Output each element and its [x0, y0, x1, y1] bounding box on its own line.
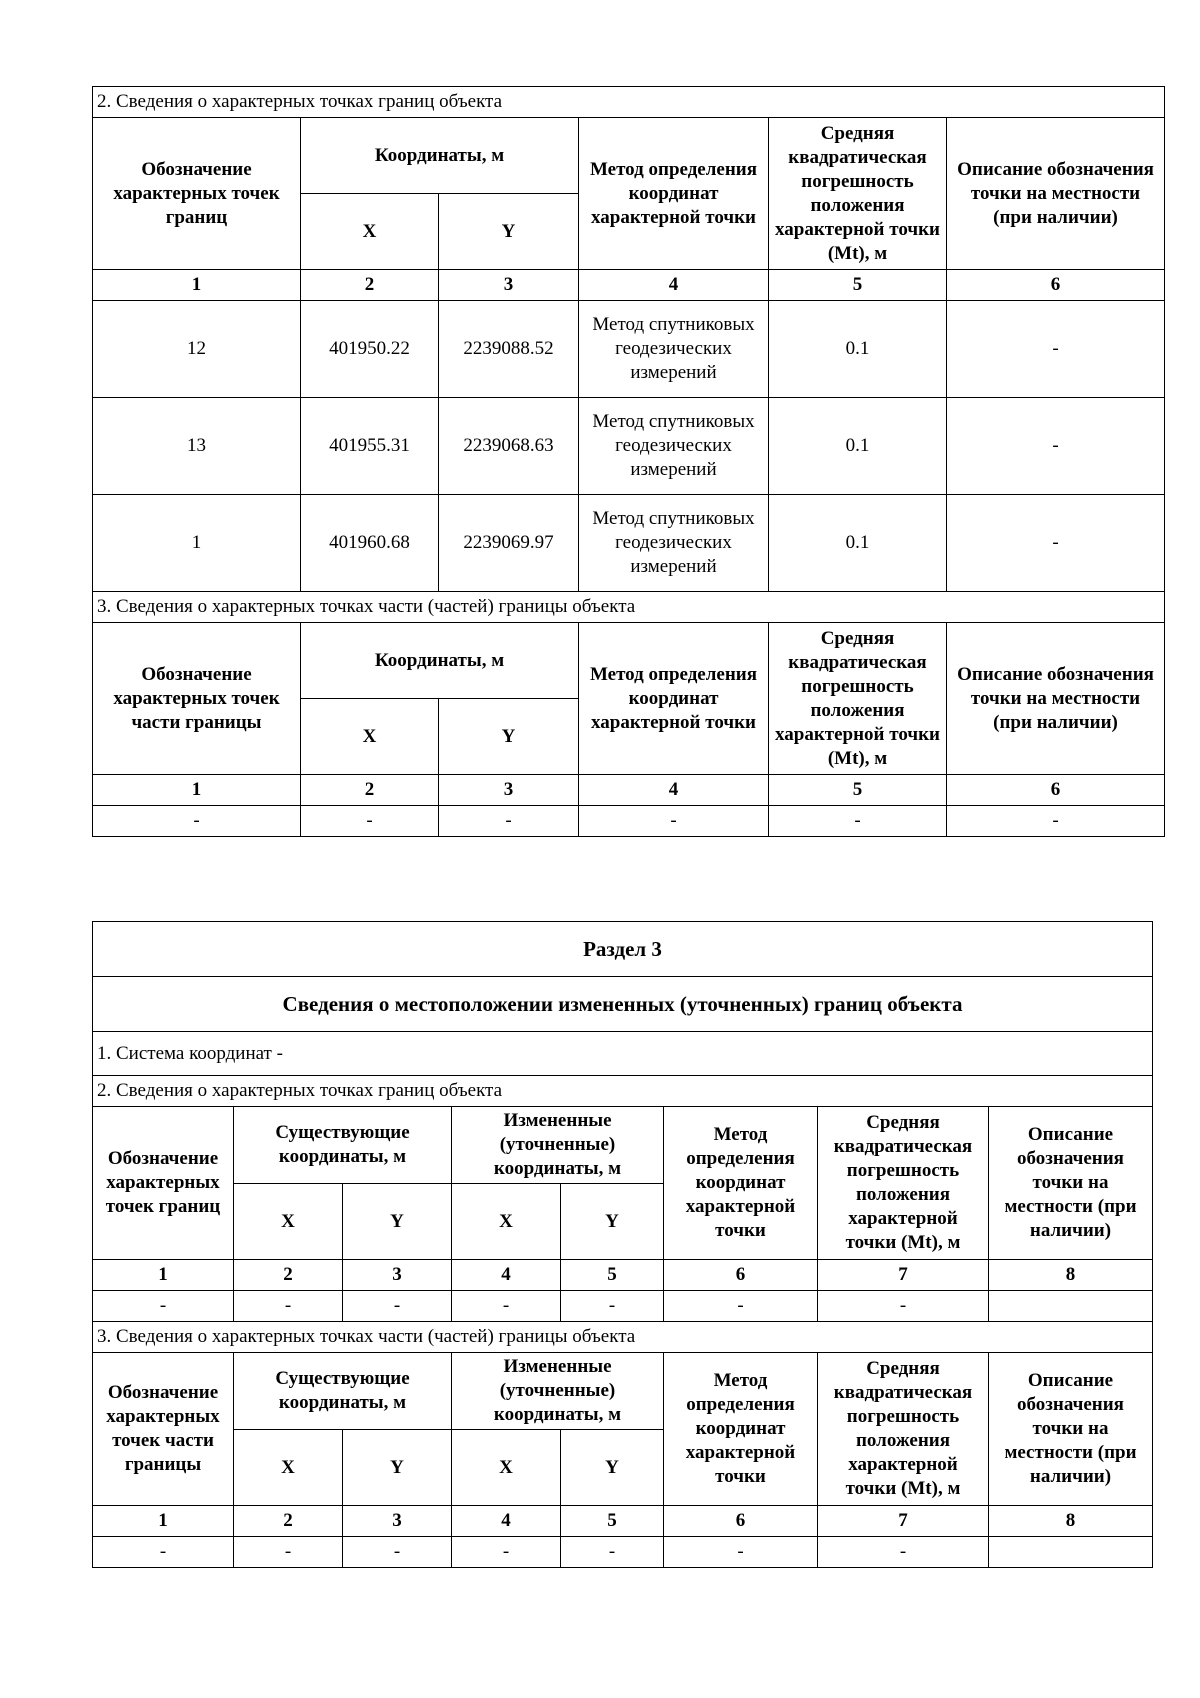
cell: - — [439, 806, 579, 837]
coord-y: 2239069.97 — [439, 495, 579, 592]
method: Метод спутниковых геодезических измерений — [579, 495, 769, 592]
cell: - — [769, 806, 947, 837]
header-accuracy: Средняя квадратическая погрешность положения характерной точки (Mt), м — [769, 623, 947, 775]
point-id: 12 — [93, 301, 301, 398]
table-row — [93, 806, 1165, 837]
header-method: Метод определения координат характерной точки — [579, 118, 769, 270]
column-number: 2 — [301, 775, 439, 806]
column-number: 1 — [93, 1260, 234, 1291]
header-y: Y — [439, 194, 579, 270]
coord-x: 401955.31 — [301, 398, 439, 495]
header-x: X — [234, 1184, 343, 1260]
column-number: 7 — [818, 1260, 989, 1291]
column-number: 3 — [343, 1260, 452, 1291]
table-row — [93, 1291, 1153, 1322]
column-numbers-row — [93, 270, 1165, 301]
column-number: 4 — [452, 1506, 561, 1537]
header-designation: Обозначение характерных точек границ — [93, 1107, 234, 1260]
method: Метод спутниковых геодезических измерений — [579, 398, 769, 495]
cell: - — [343, 1537, 452, 1568]
section-heading-part-points: 3. Сведения о характерных точках части (частей) границы объекта — [93, 1322, 1153, 1353]
accuracy: 0.1 — [769, 495, 947, 592]
header-description: Описание обозначения точки на местности (при наличии) — [947, 623, 1165, 775]
boundary-points-table — [92, 86, 1165, 837]
column-number: 7 — [818, 1506, 989, 1537]
coord-x: 401960.68 — [301, 495, 439, 592]
header-y: Y — [439, 699, 579, 775]
column-number: 6 — [664, 1506, 818, 1537]
cell: - — [818, 1291, 989, 1322]
column-number: 2 — [234, 1260, 343, 1291]
header-y: Y — [561, 1184, 664, 1260]
column-number: 4 — [579, 270, 769, 301]
header-accuracy: Средняя квадратическая погрешность положения характерной точки (Mt), м — [769, 118, 947, 270]
cell: - — [947, 806, 1165, 837]
section3-table — [92, 921, 1153, 1568]
section-heading-boundary-points: 2. Сведения о характерных точках границ объекта — [93, 1076, 1153, 1107]
section-title: Раздел 3 — [93, 922, 1153, 977]
header-coordinates: Координаты, м — [301, 118, 579, 194]
coord-y: 2239068.63 — [439, 398, 579, 495]
column-numbers-row — [93, 1506, 1153, 1537]
description: - — [947, 398, 1165, 495]
method: Метод спутниковых геодезических измерений — [579, 301, 769, 398]
section-heading-boundary-points: 2. Сведения о характерных точках границ объекта — [93, 87, 1165, 118]
column-number: 1 — [93, 775, 301, 806]
header-accuracy: Средняя квадратическая погрешность положения характерной точки (Mt), м — [818, 1107, 989, 1260]
column-number: 5 — [769, 270, 947, 301]
column-numbers-row — [93, 775, 1165, 806]
point-id: 13 — [93, 398, 301, 495]
cell: - — [93, 806, 301, 837]
header-designation: Обозначение характерных точек части границы — [93, 1353, 234, 1506]
header-description: Описание обозначения точки на местности (при наличии) — [947, 118, 1165, 270]
table-row — [93, 495, 1165, 592]
point-id: 1 — [93, 495, 301, 592]
cell: - — [818, 1537, 989, 1568]
column-number: 3 — [439, 270, 579, 301]
column-number: 2 — [301, 270, 439, 301]
description: - — [947, 495, 1165, 592]
table-row — [93, 301, 1165, 398]
column-number: 6 — [664, 1260, 818, 1291]
table-row — [93, 398, 1165, 495]
header-y: Y — [561, 1430, 664, 1506]
cell: - — [561, 1537, 664, 1568]
cell: - — [561, 1291, 664, 1322]
column-number: 5 — [769, 775, 947, 806]
column-number: 4 — [579, 775, 769, 806]
column-numbers-row — [93, 1260, 1153, 1291]
column-number: 2 — [234, 1506, 343, 1537]
column-number: 4 — [452, 1260, 561, 1291]
section-subtitle: Сведения о местоположении измененных (уточненных) границ объекта — [93, 977, 1153, 1032]
header-designation: Обозначение характерных точек границ — [93, 118, 301, 270]
description: - — [947, 301, 1165, 398]
header-changed-coordinates: Измененные (уточненные) координаты, м — [452, 1107, 664, 1184]
header-y: Y — [343, 1430, 452, 1506]
header-x: X — [234, 1430, 343, 1506]
header-method: Метод определения координат характерной точки — [664, 1353, 818, 1506]
cell — [989, 1537, 1153, 1568]
header-x: X — [452, 1184, 561, 1260]
cell: - — [664, 1291, 818, 1322]
header-description: Описание обозначения точки на местности (при наличии) — [989, 1353, 1153, 1506]
cell: - — [93, 1291, 234, 1322]
cell: - — [452, 1291, 561, 1322]
column-number: 5 — [561, 1506, 664, 1537]
section-heading-part-points: 3. Сведения о характерных точках части (частей) границы объекта — [93, 592, 1165, 623]
header-accuracy: Средняя квадратическая погрешность положения характерной точки (Mt), м — [818, 1353, 989, 1506]
accuracy: 0.1 — [769, 301, 947, 398]
cell — [989, 1291, 1153, 1322]
table-row — [93, 1537, 1153, 1568]
header-x: X — [301, 194, 439, 270]
column-number: 6 — [947, 775, 1165, 806]
cell: - — [452, 1537, 561, 1568]
cell: - — [234, 1291, 343, 1322]
cell: - — [579, 806, 769, 837]
column-number: 8 — [989, 1260, 1153, 1291]
header-coordinates: Координаты, м — [301, 623, 579, 699]
accuracy: 0.1 — [769, 398, 947, 495]
coordinate-system: 1. Система координат - — [93, 1032, 1153, 1076]
header-description: Описание обозначения точки на местности (при наличии) — [989, 1107, 1153, 1260]
cell: - — [343, 1291, 452, 1322]
cell: - — [234, 1537, 343, 1568]
cell: - — [301, 806, 439, 837]
header-existing-coordinates: Существующие координаты, м — [234, 1107, 452, 1184]
coord-y: 2239088.52 — [439, 301, 579, 398]
header-x: X — [301, 699, 439, 775]
header-method: Метод определения координат характерной точки — [664, 1107, 818, 1260]
column-number: 1 — [93, 270, 301, 301]
header-existing-coordinates: Существующие координаты, м — [234, 1353, 452, 1430]
column-number: 5 — [561, 1260, 664, 1291]
coord-x: 401950.22 — [301, 301, 439, 398]
column-number: 3 — [439, 775, 579, 806]
header-method: Метод определения координат характерной точки — [579, 623, 769, 775]
cell: - — [93, 1537, 234, 1568]
header-designation: Обозначение характерных точек части границы — [93, 623, 301, 775]
header-y: Y — [343, 1184, 452, 1260]
column-number: 6 — [947, 270, 1165, 301]
cell: - — [664, 1537, 818, 1568]
column-number: 1 — [93, 1506, 234, 1537]
header-changed-coordinates: Измененные (уточненные) координаты, м — [452, 1353, 664, 1430]
column-number: 3 — [343, 1506, 452, 1537]
column-number: 8 — [989, 1506, 1153, 1537]
header-x: X — [452, 1430, 561, 1506]
